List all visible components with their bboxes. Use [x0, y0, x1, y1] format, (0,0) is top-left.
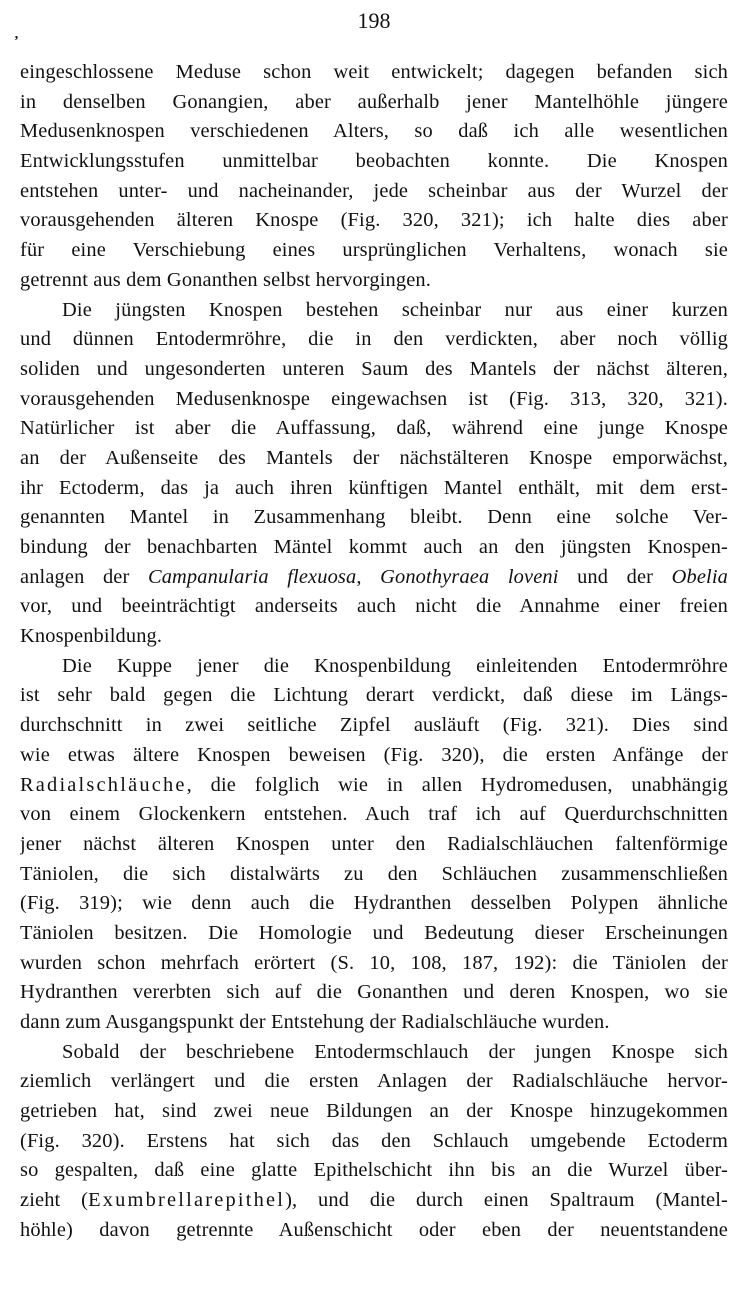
text-line: Natürlicher ist aber die Auffassung, daß, während eine junge Knospe [20, 417, 728, 440]
text-line: und dünnen Entodermröhre, die in den verdickten, aber noch völlig [20, 328, 728, 351]
text-line: Knospenbildung. [20, 625, 163, 648]
text-line: jener nächst älteren Knospen unter den Radialschläuchen faltenförmige [20, 832, 728, 855]
text-line: Die jüngsten Knospen bestehen scheinbar nur aus einer kurzen [62, 298, 728, 321]
text-line: an der Außenseite des Mantels der nächstälteren Knospe emporwächst, [20, 446, 728, 469]
text-line: Die Kuppe jener die Knospenbildung einleitenden Entodermröhre [62, 654, 728, 677]
text-line: eingeschlossene Meduse schon weit entwickelt; dagegen befanden sich [20, 61, 728, 83]
text-line: entstehen unter- und nacheinander, jede scheinbar aus der Wurzel der [20, 179, 728, 202]
text-line: von einem Glockenkern entstehen. Auch traf ich auf Querdurchschnitten [20, 803, 728, 826]
text-line: (Fig. 320). Erstens hat sich das den Schlauch umgebende Ectoderm [20, 1129, 728, 1152]
text-line: Täniolen besitzen. Die Homologie und Bedeutung dieser Erscheinungen [20, 921, 728, 944]
page-number: 198 [357, 8, 391, 33]
text-line: wurden schon mehrfach erörtert (S. 10, 108, 187, 192): die Täniolen der [20, 951, 728, 974]
text-line: getrieben hat, sind zwei neue Bildungen an der Knospe hinzugekommen [20, 1100, 728, 1123]
text-line: wie etwas ältere Knospen beweisen (Fig. 320), die ersten Anfänge der [20, 743, 728, 766]
spaced-term: Exumbrellarepithel [88, 1189, 286, 1212]
document-page [14, 0, 728, 1300]
margin-mark: ’ [14, 34, 19, 49]
text-line: zieht (Exumbrellarepithel), und die durch einen Spaltraum (Mantel- [20, 1189, 728, 1212]
text-line: höhle) davon getrennte Außenschicht oder eben der neuentstandene [20, 1218, 728, 1241]
text-line: (Fig. 319); wie denn auch die Hydranthen desselben Polypen ähnliche [20, 892, 728, 915]
text-line: getrennt aus dem Gonanthen selbst hervorgingen. [20, 268, 431, 291]
text-line: vorausgehenden älteren Knospe (Fig. 320, 321); ich halte dies aber [20, 209, 728, 232]
text-line: vorausgehenden Medusenknospe eingewachsen ist (Fig. 313, 320, 321). [20, 387, 728, 410]
text-line: vor, und beeinträchtigt anderseits auch nicht die Annahme einer freien [20, 595, 728, 618]
text-line: Täniolen, die sich distalwärts zu den Schläuchen zusammenschließen [20, 862, 728, 885]
italic-term: Campanularia flexuosa [147, 565, 357, 588]
text-line: genannten Mantel in Zusammenhang bleibt. Denn eine solche Ver- [20, 506, 728, 529]
body-text [20, 58, 728, 1246]
text-line: soliden und ungesonderten unteren Saum des Mantels der nächst älteren, [20, 357, 728, 380]
text-line: dann zum Ausgangspunkt der Entstehung der Radialschläuche wurden. [20, 1011, 610, 1033]
text-line: ist sehr bald gegen die Lichtung derart verdickt, daß diese im Längs- [20, 684, 728, 707]
text-line: Entwicklungsstufen unmittelbar beobachten konnte. Die Knospen [20, 150, 728, 173]
text-line: Medusenknospen verschiedenen Alters, so daß ich alle wesentlichen [20, 120, 728, 143]
italic-term: Gonothyraea loveni [380, 565, 559, 588]
text-line: Radialschläuche, die folglich wie in allen Hydromedusen, unabhängig [20, 773, 728, 796]
text-line: durchschnitt in zwei seitliche Zipfel ausläuft (Fig. 321). Dies sind [20, 714, 728, 737]
spaced-term: Radialschläuche [20, 773, 187, 796]
text-line: ihr Ectoderm, das ja auch ihren künftigen Mantel enthält, mit dem erst- [20, 476, 728, 499]
text-line: anlagen der Campanularia flexuosa, Gonothyraea loveni und der Obelia [20, 565, 728, 588]
text-line: bindung der benachbarten Mäntel kommt auch an den jüngsten Knospen- [20, 536, 728, 558]
text-line: Hydranthen vererbten sich auf die Gonanthen und deren Knospen, wo sie [20, 981, 728, 1004]
italic-term: Obelia [671, 565, 728, 588]
text-line: ziemlich verlängert und die ersten Anlagen der Radialschläuche hervor- [20, 1070, 728, 1093]
text-line: in denselben Gonangien, aber außerhalb jener Mantelhöhle jüngere [20, 90, 728, 113]
text-line: Sobald der beschriebene Entodermschlauch der jungen Knospe sich [62, 1040, 728, 1063]
text-line: so gespalten, daß eine glatte Epithelschicht ihn bis an die Wurzel über- [20, 1159, 728, 1182]
text-line: für eine Verschiebung eines ursprünglichen Verhaltens, wonach sie [20, 239, 728, 262]
